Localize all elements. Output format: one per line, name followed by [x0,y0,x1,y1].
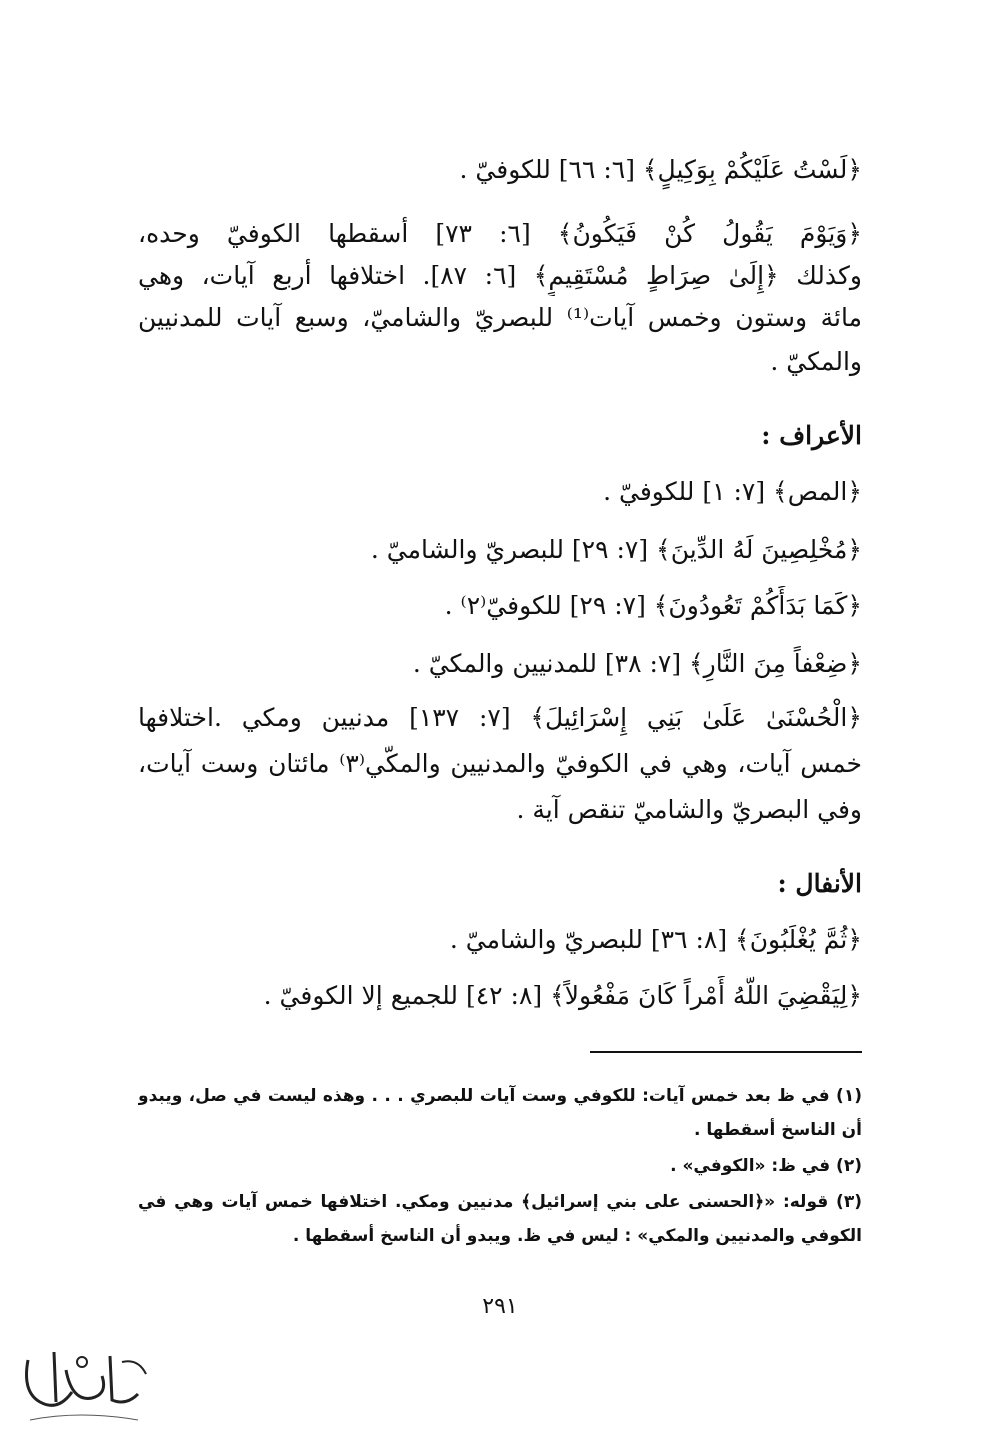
section-heading-araf: الأعراف : [761,421,862,450]
text-line-5: والمكيّ . [770,347,862,376]
footnote-separator [590,1051,862,1053]
watermark-logo [10,1340,160,1432]
text-line-4: مائة وستون وخمس آيات⁽¹⁾ للبصريّ والشاميّ، وسبع آيات للمدنيين [138,303,862,332]
text-line-16: ﴿لِيَقْضِيَ اللَّهُ أَمْراً كَانَ مَفْعُولاً﴾ [٨: ٤٢] للجميع إلا الكوفيّ . [263,981,862,1010]
footnote-1-line-1: (١) في ظ بعد خمس آيات: للكوفي وست آيات للبصري . . . وهذه ليست في صل، ويبدو [138,1086,862,1106]
page-number: ٢٩١ [482,1294,518,1319]
footnote-3-line-2: الكوفي والمدنيين والمكي» : ليس في ظ. ويبدو أن الناسخ أسقطها . [292,1226,862,1246]
text-line-11: ﴿الْحُسْنَىٰ عَلَىٰ بَنِي إِسْرَائِيلَ﴾ [٧: ١٣٧] مدنيين ومكي .اختلافها [138,703,862,732]
text-line-1: ﴿لَسْتُ عَلَيْكُمْ بِوَكِيلٍ﴾ [٦: ٦٦] للكوفيّ . [459,155,862,184]
text-line-7: ﴿المص﴾ [٧: ١] للكوفيّ . [603,477,862,506]
text-line-13: وفي البصريّ والشاميّ تنقص آية . [516,795,862,824]
text-line-10: ﴿ضِعْفاً مِنَ النَّارِ﴾ [٧: ٣٨] للمدنيين والمكيّ . [412,649,862,678]
text-line-12: خمس آيات، وهي في الكوفيّ والمدنيين والمكّي⁽٣⁾ مائتان وست آيات، [138,749,862,778]
text-line-2: ﴿وَيَوْمَ يَقُولُ كُنْ فَيَكُونُ﴾ [٦: ٧٣] أسقطها الكوفيّ وحده، [138,219,862,248]
footnote-2: (٢) في ظ: «الكوفي» . [670,1156,862,1176]
footnote-1-line-2: أن الناسخ أسقطها . [694,1120,862,1140]
text-line-9: ﴿كَمَا بَدَأَكُمْ تَعُودُونَ﴾ [٧: ٢٩] للكوفيّ⁽٢⁾ . [444,591,862,620]
text-line-8: ﴿مُخْلِصِينَ لَهُ الدِّينَ﴾ [٧: ٢٩] للبصريّ والشاميّ . [370,535,862,564]
section-heading-anfal: الأنفال : [777,869,862,898]
text-line-3: وكذلك ﴿إِلَىٰ صِرَاطٍ مُسْتَقِيمٍ﴾ [٦: ٨٧]. اختلافها أربع آيات، وهي [138,261,862,290]
text-line-15: ﴿ثُمَّ يُغْلَبُونَ﴾ [٨: ٣٦] للبصريّ والشاميّ . [449,925,862,954]
footnote-3-line-1: (٣) قوله: «﴿الحسنى على بني إسرائيل﴾ مدنيين ومكي. اختلافها خمس آيات وهي في [138,1192,862,1212]
